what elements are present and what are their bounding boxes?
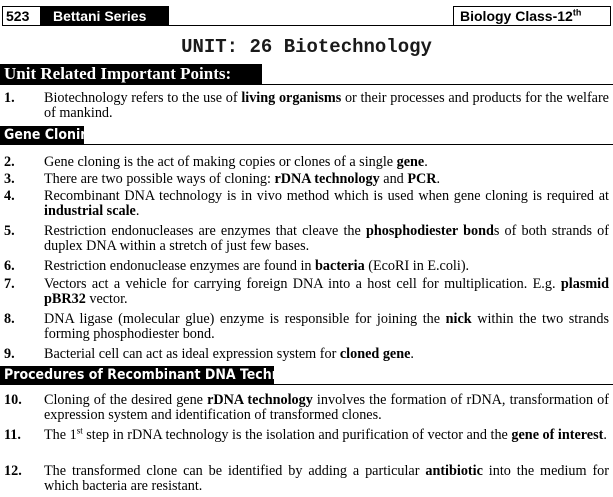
point-text-run: involves the formation of rDNA, transformation of expression system and identification of transformed clones. <box>44 392 610 423</box>
point-number: 5. <box>4 223 15 239</box>
class-label <box>453 6 611 26</box>
section-rule <box>0 144 613 145</box>
point-text <box>44 91 609 121</box>
point-number: 9. <box>4 346 15 362</box>
point-text-run: Recombinant DNA technology is in vivo method which is used when gene cloning is required at <box>44 188 609 204</box>
point-text <box>44 425 609 443</box>
point-text-run: Restriction endonucleases are enzymes that cleave the <box>44 223 366 239</box>
page-header <box>0 4 613 28</box>
class-label-text: Biology Class-12 <box>460 8 573 24</box>
point-text <box>44 224 609 254</box>
point-text-run: (EcoRI in E.coli). <box>364 258 470 274</box>
point-text <box>44 347 609 362</box>
point-number: 11. <box>4 427 21 443</box>
point-bold-term: gene of interest <box>511 427 604 443</box>
point-text-run: into the medium for which bacteria are resistant. <box>44 463 609 494</box>
point-bold-term: PCR <box>407 171 437 187</box>
point-text-run: . <box>436 171 441 187</box>
point-text-run: and <box>379 171 408 187</box>
point-text-run: vector. <box>85 291 128 307</box>
point-number: 12. <box>4 463 22 479</box>
point-bold-term: living organisms <box>241 90 342 106</box>
point-text-run: Cloning of the desired gene <box>44 392 208 408</box>
point-text-run: Restriction endonuclease enzymes are found in <box>44 258 316 274</box>
point-text <box>44 172 609 187</box>
point-text-run: Vectors act a vehicle for carrying foreign DNA into a host cell for multiplication. E.g. <box>44 276 561 292</box>
page-number: 523 <box>2 6 41 26</box>
point-bold-term: industrial scale <box>44 203 136 219</box>
point-text-run: Biotechnology refers to the use of <box>44 90 242 106</box>
class-label-sup: th <box>572 7 582 18</box>
point-text-run: s of both strands of duplex DNA within a stretch of just few bases. <box>44 223 609 254</box>
point-text-run: . <box>603 427 607 443</box>
point-superscript: st <box>76 425 83 436</box>
section-rule <box>0 384 613 385</box>
point-text <box>44 189 609 219</box>
point-bold-term: antibiotic <box>425 463 483 479</box>
point-bold-term: cloned gene <box>339 346 411 362</box>
unit-title: UNIT: 26 Biotechnology <box>181 36 432 58</box>
point-bold-term: gene <box>396 154 425 170</box>
point-number: 1. <box>4 90 15 106</box>
point-number: 2. <box>4 154 15 170</box>
section-rule <box>0 84 613 85</box>
point-number: 8. <box>4 311 15 327</box>
point-number: 3. <box>4 171 15 187</box>
point-text-run: step in rDNA technology is the isolation and purification of vector and the <box>82 427 512 443</box>
point-bold-term: bacteria <box>315 258 365 274</box>
point-number: 7. <box>4 276 15 292</box>
point-text-run: . <box>135 203 140 219</box>
point-text-run: Bacterial cell can act as ideal expression system for <box>44 346 340 362</box>
point-text-run: The transformed clone can be identified by adding a particular <box>44 463 426 479</box>
point-text-run: Gene cloning is the act of making copies or clones of a single <box>44 154 397 170</box>
point-text-run: within the two strands forming phosphodiester bond. <box>44 311 609 342</box>
point-number: 10. <box>4 392 22 408</box>
section-unit-points: Unit Related Important Points: <box>0 64 262 84</box>
point-bold-term: rDNA technology <box>207 392 313 408</box>
point-bold-term: rDNA technology <box>274 171 380 187</box>
point-number: 4. <box>4 188 15 204</box>
section-gene-cloning: Gene Cloning: <box>0 126 84 144</box>
point-bold-term: phosphodiester bond <box>365 223 494 239</box>
point-text-run: . <box>410 346 414 362</box>
point-text <box>44 259 609 274</box>
series-label: Bettani Series <box>41 6 169 26</box>
point-text-run: or their processes and products for the welfare of mankind. <box>44 90 609 121</box>
point-number: 6. <box>4 258 15 274</box>
point-text <box>44 393 609 423</box>
point-text <box>44 155 609 170</box>
point-bold-term: plasmid pBR32 <box>44 276 609 307</box>
point-text-run: The 1 <box>44 427 77 443</box>
point-text-run: There are two possible ways of cloning: <box>44 171 275 187</box>
point-text <box>44 312 609 342</box>
point-bold-term: nick <box>445 311 472 327</box>
point-text-run: . <box>424 154 428 170</box>
section-procedures: Procedures of Recombinant DNA Technology: <box>0 366 274 384</box>
point-text-run: DNA ligase (molecular glue) enzyme is responsible for joining the <box>44 311 446 327</box>
point-text <box>44 464 609 494</box>
header-rule <box>169 25 453 26</box>
point-text <box>44 277 609 307</box>
